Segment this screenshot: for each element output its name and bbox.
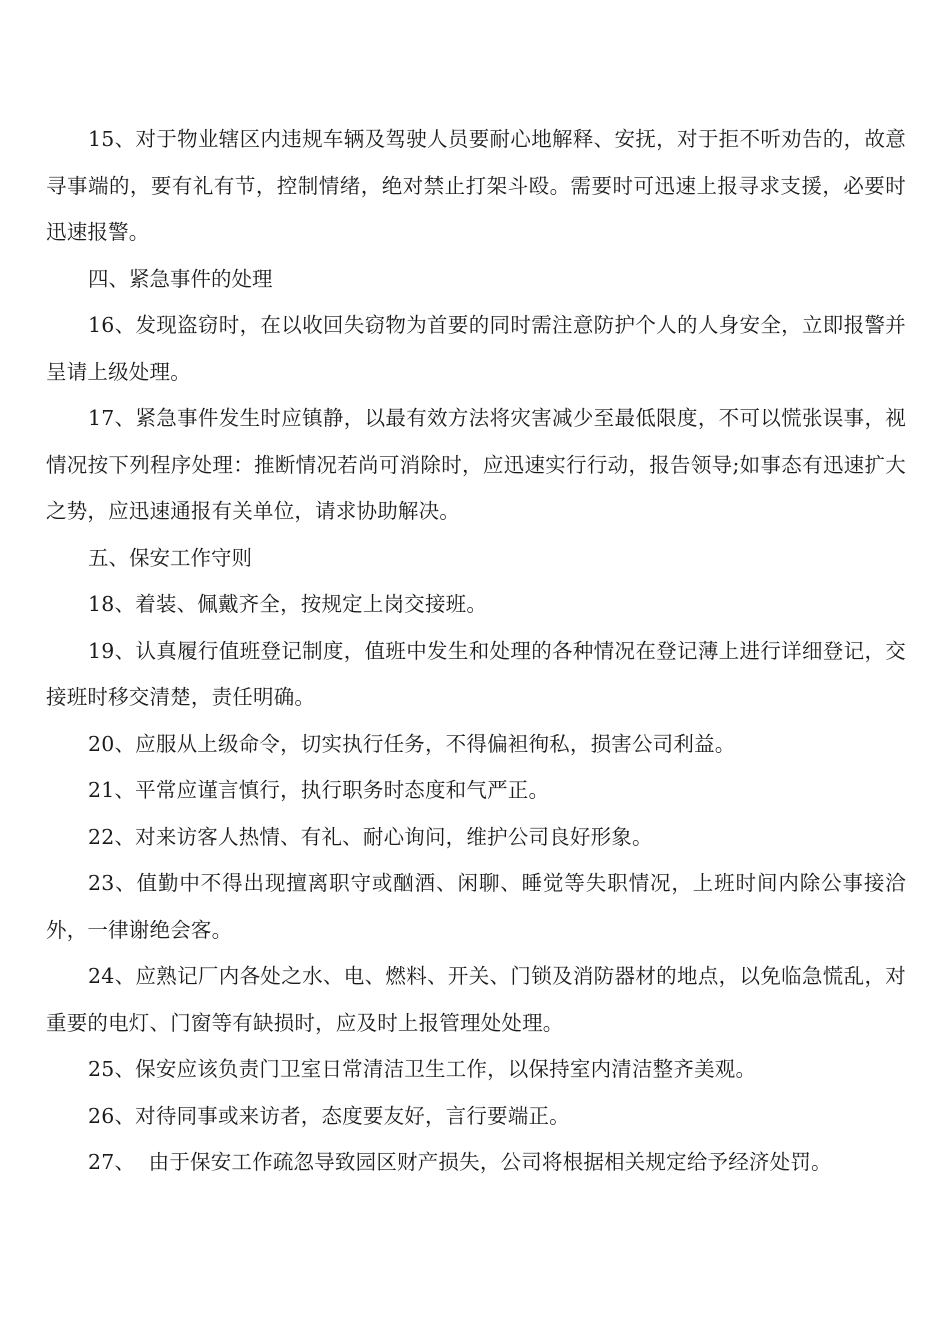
paragraph-20: 20、应服从上级命令，切实执行任务，不得偏袒徇私，损害公司利益。 <box>88 731 736 756</box>
paragraph-26: 26、对待同事或来访者，态度要友好，言行要端正。 <box>88 1103 570 1128</box>
paragraph-15: 15、对于物业辖区内违规车辆及驾驶人员要耐心地解释、安抚，对于拒不听劝告的，故意寻事端的，要有礼有节，控制情绪，绝对禁止打架斗殴。需要时可迅速上报寻求支援，必要时迅速报警。 <box>46 127 906 244</box>
paragraph-19: 19、认真履行值班登记制度，值班中发生和处理的各种情况在登记薄上进行详细登记，交接班时移交清楚，责任明确。 <box>46 638 906 709</box>
paragraph-25: 25、保安应该负责门卫室日常清洁卫生工作，以保持室内清洁整齐美观。 <box>88 1057 757 1081</box>
document-page <box>46 116 906 1186</box>
paragraph-21: 21、平常应谨言慎行，执行职务时态度和气严正。 <box>88 778 550 802</box>
paragraph-17: 17、紧急事件发生时应镇静，以最有效方法将灾害减少至最低限度，不可以慌张误事，视情况按下列程序处理：推断情况若尚可消除时，应迅速实行行动，报告领导;如事态有迅速扩大之势，应迅速通报有关单位，请求协助解决。 <box>46 406 906 523</box>
paragraph-18: 18、着装、佩戴齐全，按规定上岗交接班。 <box>88 592 488 616</box>
paragraph-24: 24、应熟记厂内各处之水、电、燃料、开关、门锁及消防器材的地点，以免临急慌乱，对重要的电灯、门窗等有缺损时，应及时上报管理处处理。 <box>46 964 906 1035</box>
section-heading-4: 四、紧急事件的处理 <box>88 266 273 291</box>
section-heading-5: 五、保安工作守则 <box>88 545 252 570</box>
paragraph-16: 16、发现盗窃时，在以收回失窃物为首要的同时需注意防护个人的人身安全，立即报警并呈请上级处理。 <box>46 313 906 384</box>
paragraph-27: 27、 由于保安工作疏忽导致园区财产损失，公司将根据相关规定给予经济处罚。 <box>88 1150 832 1174</box>
paragraph-22: 22、对来访客人热情、有礼、耐心询问，维护公司良好形象。 <box>88 824 653 849</box>
paragraph-23: 23、值勤中不得出现擅离职守或酗酒、闲聊、睡觉等失职情况，上班时间内除公事接洽外，一律谢绝会客。 <box>46 871 906 942</box>
